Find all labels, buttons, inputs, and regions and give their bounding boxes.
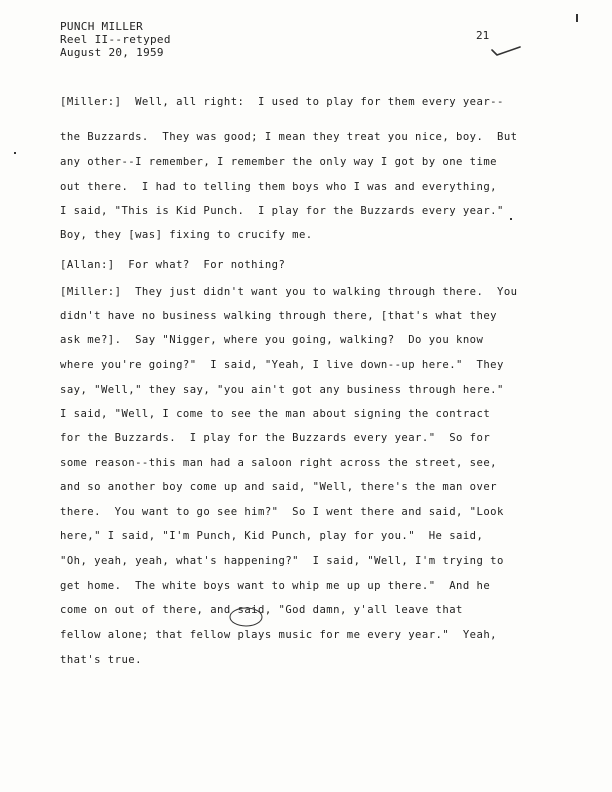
transcript-line: [Allan:] For what? For nothing? <box>60 259 286 271</box>
transcript-line: and so another boy come up and said, "Well, there's the man over <box>60 481 497 493</box>
transcript-line: [Miller:] Well, all right: I used to play for them every year-- <box>60 96 504 108</box>
transcript-line: ask me?]. Say "Nigger, where you going, walking? Do you know <box>60 334 484 346</box>
scan-speck <box>14 152 16 154</box>
transcript-line: some reason--this man had a saloon right across the street, see, <box>60 457 497 469</box>
check-mark-icon <box>490 44 524 58</box>
header-reel: Reel II--retyped <box>60 33 171 46</box>
transcript-line: say, "Well," they say, "you ain't got any business through here." <box>60 384 504 396</box>
transcript-line: there. You want to go see him?" So I went there and said, "Look <box>60 506 504 518</box>
transcript-line: fellow alone; that fellow plays music for me every year." Yeah, <box>60 629 497 641</box>
transcript-line: "Oh, yeah, yeah, what's happening?" I said, "Well, I'm trying to <box>60 555 504 567</box>
transcript-line: for the Buzzards. I play for the Buzzards every year." So for <box>60 432 491 444</box>
page-number: 21 <box>476 29 490 42</box>
transcript-line: that's true. <box>60 654 142 666</box>
transcript-line: I said, "This is Kid Punch. I play for the Buzzards every year." <box>60 205 504 217</box>
transcript-line: didn't have no business walking through there, [that's what they <box>60 310 497 322</box>
transcript-line: I said, "Well, I come to see the man about signing the contract <box>60 408 491 420</box>
transcript-line: here," I said, "I'm Punch, Kid Punch, play for you." He said, <box>60 530 484 542</box>
transcript-line: Boy, they [was] fixing to crucify me. <box>60 229 313 241</box>
handwritten-circle-mark <box>226 605 266 629</box>
transcript-line: get home. The white boys want to whip me up up there." And he <box>60 580 491 592</box>
scan-speck <box>576 14 578 22</box>
header-name: PUNCH MILLER <box>60 20 144 33</box>
header-date: August 20, 1959 <box>60 46 164 59</box>
transcript-line: where you're going?" I said, "Yeah, I live down--up here." They <box>60 359 504 371</box>
transcript-line: come on out of there, and said, "God damn, y'all leave that <box>60 604 463 616</box>
scan-speck <box>510 218 512 220</box>
transcript-line: any other--I remember, I remember the only way I got by one time <box>60 156 497 168</box>
transcript-line: out there. I had to telling them boys who I was and everything, <box>60 181 497 193</box>
document-header <box>60 20 171 59</box>
transcript-line: [Miller:] They just didn't want you to walking through there. You <box>60 286 518 298</box>
transcript-line: the Buzzards. They was good; I mean they treat you nice, boy. But <box>60 131 518 143</box>
